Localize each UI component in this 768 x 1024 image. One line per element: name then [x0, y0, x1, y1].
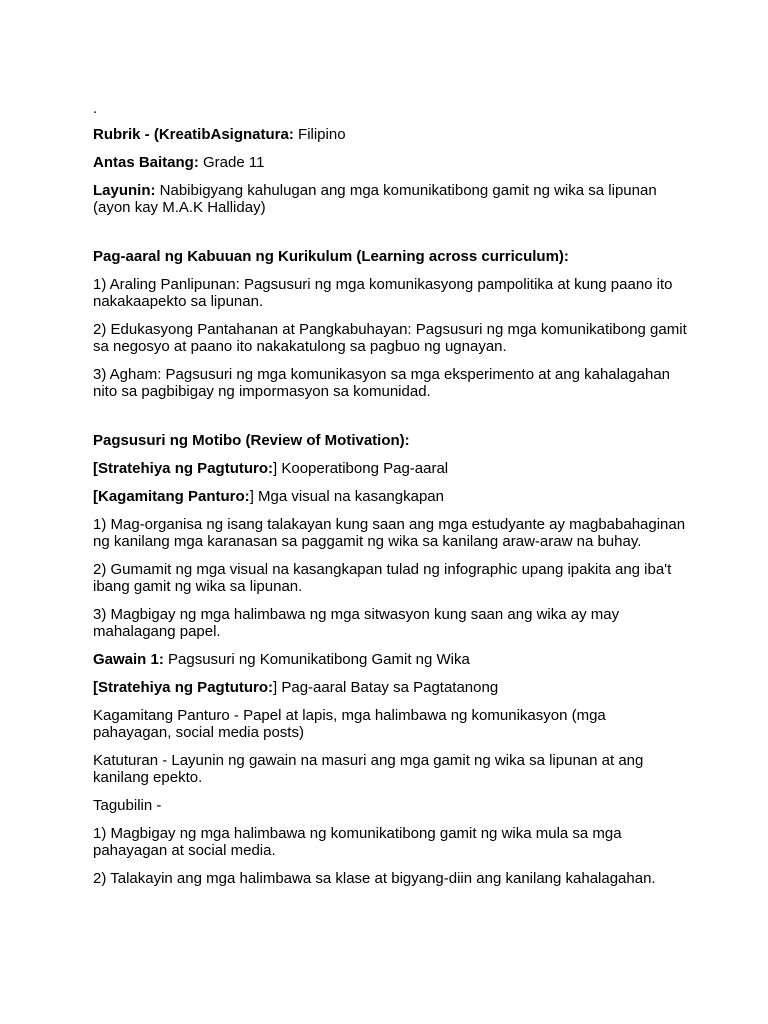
rubrik-label: Rubrik - (KreatibAsignatura:	[93, 126, 294, 143]
motibo-kagamitan-value: ] Mga visual na kasangkapan	[249, 488, 444, 505]
rubrik-value: Filipino	[293, 126, 346, 143]
motibo-item-3: 3) Magbigay ng mga halimbawa ng mga sitwasyon kung saan ang wika ay may mahalagang papel.	[93, 606, 620, 640]
motibo-kagamitan-label: [Kagamitang Panturo:	[93, 488, 250, 505]
antas-label: Antas Baitang:	[93, 154, 199, 171]
layunin-value: Nabibigyang kahulugan ang mga komunikatibong gamit ng wika sa lipunan (ayon kay M.A.K Halliday)	[93, 182, 657, 216]
motibo-heading	[93, 432, 688, 449]
motibo-heading-text: Pagsusuri ng Motibo (Review of Motivation):	[93, 432, 410, 449]
kurikulum-heading-text: Pag-aaral ng Kabuuan ng Kurikulum (Learning across curriculum):	[93, 248, 569, 265]
antas-value: Grade 11	[198, 154, 265, 171]
spacer	[93, 227, 688, 248]
motibo-strategy-value: ] Kooperatibong Pag-aaral	[273, 460, 449, 477]
leading-dot: .	[93, 100, 98, 117]
gawain-kagamitan: Kagamitang Panturo - Papel at lapis, mga halimbawa ng komunikasyon (mga pahayagan, social media posts)	[93, 707, 606, 741]
kurikulum-heading	[93, 248, 688, 265]
layunin-label: Layunin:	[93, 182, 156, 199]
gawain-strategy-value: ] Pag-aaral Batay sa Pagtatanong	[273, 679, 499, 696]
gawain-item-2: 2) Talakayin ang mga halimbawa sa klase at bigyang-diin ang kanilang kahalagahan.	[93, 870, 656, 887]
gawain-strategy-line	[93, 679, 688, 696]
motibo-strategy-line	[93, 460, 688, 477]
antas-line	[93, 154, 688, 171]
gawain-value: Pagsusuri ng Komunikatibong Gamit ng Wika	[163, 651, 470, 668]
motibo-kagamitan-line	[93, 488, 688, 505]
gawain-strategy-label: [Stratehiya ng Pagtuturo:	[93, 679, 274, 696]
kurikulum-item-3: 3) Agham: Pagsusuri ng mga komunikasyon sa mga eksperimento at ang kahalagahan nito sa pagbibigay ng impormasyon sa komunidad.	[93, 366, 671, 400]
spacer	[93, 411, 688, 432]
gawain-tagubilin: Tagubilin -	[93, 797, 162, 814]
gawain-line	[93, 651, 688, 668]
motibo-strategy-label: [Stratehiya ng Pagtuturo:	[93, 460, 274, 477]
gawain-katuturan: Katuturan - Layunin ng gawain na masuri ang mga gamit ng wika sa lipunan at ang kanilang epekto.	[93, 752, 644, 786]
gawain-label: Gawain 1:	[93, 651, 164, 668]
kurikulum-item-1: 1) Araling Panlipunan: Pagsusuri ng mga komunikasyong pampolitika at kung paano ito nakakaapekto sa lipunan.	[93, 276, 673, 310]
motibo-item-2: 2) Gumamit ng mga visual na kasangkapan tulad ng infographic upang ipakita ang iba't ibang gamit ng wika sa lipunan.	[93, 561, 672, 595]
layunin-line	[93, 182, 688, 216]
rubrik-line	[93, 126, 688, 143]
motibo-item-1: 1) Mag-organisa ng isang talakayan kung saan ang mga estudyante ay magbabahaginan ng kanilang mga karanasan sa paggamit ng wika sa kanilang araw-araw na buhay.	[93, 516, 686, 550]
gawain-item-1: 1) Magbigay ng mga halimbawa ng komunikatibong gamit ng wika mula sa mga pahayagan at social media.	[93, 825, 622, 859]
kurikulum-item-2: 2) Edukasyong Pantahanan at Pangkabuhayan: Pagsusuri ng mga komunikatibong gamit sa negosyo at paano ito nakakatulong sa pagbuo ng ugnayan.	[93, 321, 687, 355]
